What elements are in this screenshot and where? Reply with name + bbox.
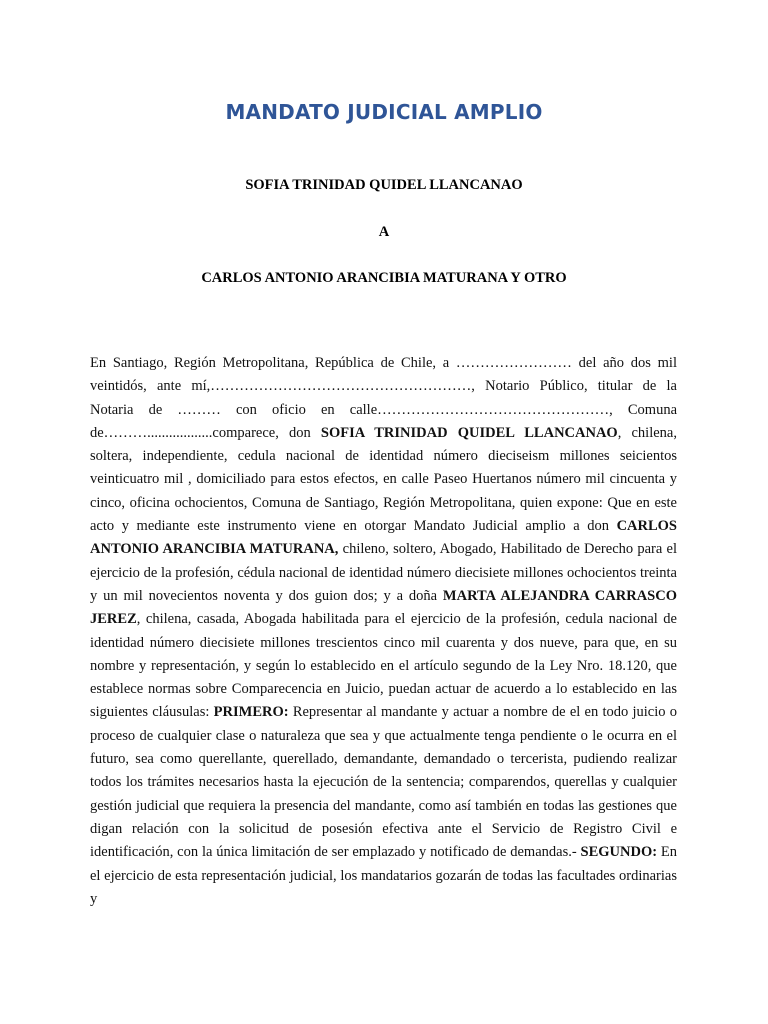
body-text-segment: En Santiago, Región Metropolitana, República de Chile, a …………………… del año dos mil veintidós, ante mí,………………………………………………, Notario Público, titular de la Notaria de ……… con oficio en calle…………………………………………, Comuna de………..................comparece, don — [90, 355, 677, 441]
body-text-segment: En el ejercicio de esta representación judicial, los mandatarios gozarán de todas las facultades ordinarias y — [90, 844, 678, 907]
mandate-body-paragraph — [90, 352, 677, 911]
clause-primero-label: PRIMERO: — [213, 704, 289, 721]
party-mandatarios: CARLOS ANTONIO ARANCIBIA MATURANA Y OTRO — [201, 270, 567, 286]
document-title: MANDATO JUDICIAL AMPLIO — [225, 100, 543, 124]
mandatario-1-name: CARLOS ANTONIO ARANCIBIA MATURANA, — [90, 518, 677, 558]
party-connector: A — [378, 224, 390, 240]
party-mandante: SOFIA TRINIDAD QUIDEL LLANCANAO — [245, 177, 523, 193]
mandatario-2-name: MARTA ALEJANDRA CARRASCO JEREZ — [90, 587, 677, 628]
body-text-segment: Representar al mandante y actuar a nombre de el en todo juicio o proceso de cualquier clase o naturaleza que sea y que actualmente tenga pendiente o le ocurra en el futuro, sea como querellante, querellado, demandante, demandado o tercerista, pudiendo realizar todos los trámites necesarios hasta la ejecución de la sentencia; comparendos, querellas y cualquier gestión judicial que requiera la presencia del mandante, como así también en todas las gestiones que digan relación con la solicitud de posesión efectiva ante el Servicio de Registro Civil e identificación, con la única limitación de ser emplazado y notificado de demandas.- — [90, 704, 678, 861]
mandante-name: SOFIA TRINIDAD QUIDEL LLANCANAO — [320, 424, 618, 441]
body-text-segment: chileno, soltero, Abogado, Habilitado de Derecho para el ejercicio de la profesión, cédula nacional de identidad número diecisiete millones ochocientos treinta y un mil novecientos noventa y dos guion dos; y a doña — [90, 541, 677, 604]
body-text-segment: , chilena, casada, Abogada habilitada para el ejercicio de la profesión, cedula nacional de identidad número diecisiete millones trescientos cinco mil cuarenta y dos nueve, para que, en su nombre y representación, y según lo establecido en el artículo segundo de la Ley Nro. 18.120, que establece normas sobre Comparecencia en Juicio, puedan actuar de acuerdo a lo establecido en las siguientes cláusulas: — [90, 611, 677, 721]
clause-segundo-label: SEGUNDO: — [580, 844, 658, 861]
body-text-segment: , chilena, soltera, independiente, cedula nacional de identidad número dieciseism millones seicientos veinticuatro mil , domiciliado para estos efectos, en calle Paseo Huertanos número mil cincuenta y cinco, oficina ochocientos, Comuna de Santiago, Región Metropolitana, quien expone: Que en este acto y mediante este instrumento viene en otorgar Mandato Judicial amplio a don — [90, 424, 677, 535]
